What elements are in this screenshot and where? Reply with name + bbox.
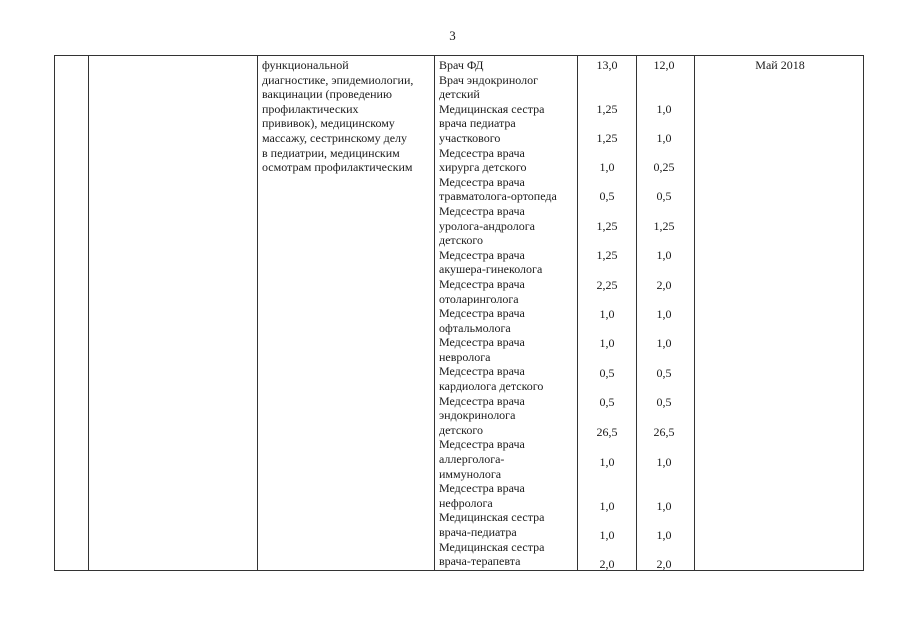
actual-value: 1,0 [656, 248, 672, 262]
planned-value: 1,25 [596, 219, 618, 233]
actual-value: 1,0 [656, 131, 672, 145]
actual-value: 1,25 [653, 219, 675, 233]
staff-line: детского [439, 233, 483, 248]
scope-line: профилактических [262, 101, 359, 116]
planned-value: 1,0 [599, 336, 615, 350]
planned-value: 2,0 [599, 557, 615, 571]
staff-line: врача педиатра [439, 116, 516, 131]
column-divider [257, 55, 258, 571]
planned-value: 0,5 [599, 366, 615, 380]
staff-line: Медсестра врача [439, 437, 525, 452]
staff-line: Медицинская сестра [439, 101, 545, 116]
staff-line: кардиолога детского [439, 379, 544, 394]
planned-value: 1,25 [596, 248, 618, 262]
actual-value: 1,0 [656, 528, 672, 542]
actual-value: 1,0 [656, 455, 672, 469]
staff-line: Медсестра врача [439, 276, 525, 291]
scope-line: диагностике, эпидемиологии, [262, 72, 414, 87]
staff-line: уролога-андролога [439, 218, 536, 233]
staff-line: Медсестра врача [439, 364, 525, 379]
staff-line: Медсестра врача [439, 393, 525, 408]
staff-line: Медсестра врача [439, 481, 525, 496]
planned-value: 1,0 [599, 160, 615, 174]
actual-value: 1,0 [656, 102, 672, 116]
actual-value: 0,5 [656, 395, 672, 409]
planned-value: 2,25 [596, 278, 618, 292]
scope-line: прививок), медицинскому [262, 116, 395, 131]
planned-value: 1,0 [599, 528, 615, 542]
planned-value: 1,25 [596, 131, 618, 145]
staff-line: акушера-гинеколога [439, 262, 543, 277]
actual-value: 0,5 [656, 366, 672, 380]
staff-line: Врач эндокринолог [439, 72, 538, 87]
staff-line: хирурга детского [439, 160, 527, 175]
scope-line: в педиатрии, медицинским [262, 145, 400, 160]
planned-value: 1,0 [599, 499, 615, 513]
actual-value: 12,0 [653, 58, 675, 72]
staff-positions-cell [439, 58, 557, 569]
staff-line: Медсестра врача [439, 335, 525, 350]
staff-line: Медсестра врача [439, 203, 525, 218]
planned-value: 0,5 [599, 189, 615, 203]
staff-line: аллерголога- [439, 452, 505, 467]
staff-line: участкового [439, 130, 501, 145]
scope-line: осмотрам профилактическим [262, 160, 413, 175]
planned-value: 1,0 [599, 455, 615, 469]
column-divider [434, 55, 435, 571]
staff-line: Медсестра врача [439, 145, 525, 160]
staff-line: детского [439, 422, 483, 437]
staff-line: отоларинголога [439, 291, 519, 306]
staff-line: Медицинская сестра [439, 539, 545, 554]
actual-value: 26,5 [653, 425, 675, 439]
planned-value: 26,5 [596, 425, 618, 439]
activity-scope-cell [262, 58, 413, 175]
staff-line: Медсестра врача [439, 174, 525, 189]
page-number: 3 [449, 28, 456, 43]
scope-line: функциональной [262, 58, 349, 72]
actual-value: 2,0 [656, 557, 672, 571]
staff-line: травматолога-ортопеда [439, 189, 557, 204]
actual-value: 1,0 [656, 499, 672, 513]
scope-line: массажу, сестринскому делу [262, 130, 408, 145]
staff-line: врача-терапевта [439, 554, 521, 569]
actual-value: 1,0 [656, 336, 672, 350]
column-divider [694, 55, 695, 571]
planned-value: 1,0 [599, 307, 615, 321]
staff-line: Медсестра врача [439, 247, 525, 262]
planned-value: 0,5 [599, 395, 615, 409]
staff-line: нефролога [439, 495, 493, 510]
actual-value: 0,5 [656, 189, 672, 203]
column-divider [88, 55, 89, 571]
staff-line: офтальмолога [439, 320, 511, 335]
scope-line: вакцинации (проведению [262, 87, 392, 102]
planned-value: 13,0 [596, 58, 618, 72]
planned-value: 1,25 [596, 102, 618, 116]
staff-line: Медицинская сестра [439, 510, 545, 525]
staff-line: невролога [439, 349, 491, 364]
staff-line: эндокринолога [439, 408, 516, 423]
deadline-cell: Май 2018 [755, 58, 805, 72]
staff-line: иммунолога [439, 466, 502, 481]
actual-value: 0,25 [653, 160, 675, 174]
column-divider [577, 55, 578, 571]
actual-value: 2,0 [656, 278, 672, 292]
staff-line: детский [439, 87, 480, 102]
staff-line: Медсестра врача [439, 306, 525, 321]
staff-line: Врач ФД [439, 58, 484, 72]
actual-value: 1,0 [656, 307, 672, 321]
staff-line: врача-педиатра [439, 525, 517, 539]
column-divider [636, 55, 637, 571]
